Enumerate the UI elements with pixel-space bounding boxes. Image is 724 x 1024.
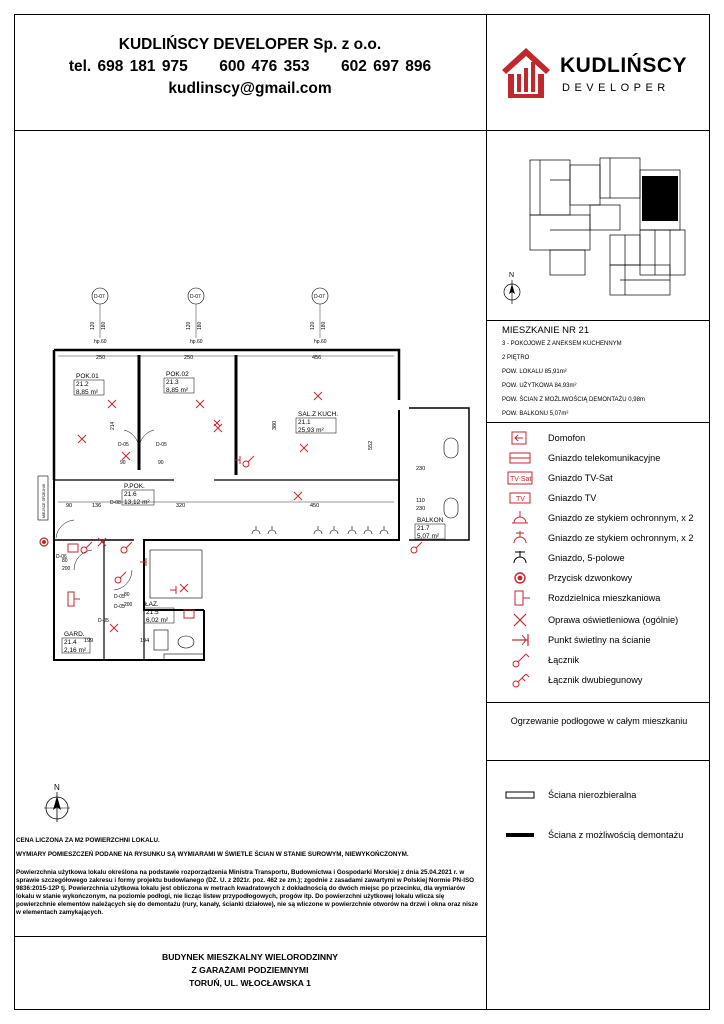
- intercom-icon: [506, 429, 534, 447]
- svg-text:BALKON: BALKON: [417, 517, 444, 524]
- svg-text:80: 80: [62, 558, 68, 564]
- company-name: KUDLIŃSCY DEVELOPER Sp. z o.o.: [118, 36, 382, 53]
- svg-text:hp.60: hp.60: [314, 339, 327, 345]
- svg-text:D-05: D-05: [118, 442, 129, 448]
- legend-label: Oprawa oświetleniowa (ogólnie): [548, 615, 679, 625]
- svg-text:hp.60: hp.60: [190, 339, 203, 345]
- area-note: Powierzchnia użytkowa lokalu określona na podstawie rozporządzenia Ministra Transportu, Budownictwa i Gospodarki Morskiej z dnia 25.04.2021 r. w sprawie szczegółowego zakresu i formy projektu budowlanego (DZ. U. z 2021r. poz. 462 ze zm.); zgodnie z zasadami zawartymi w Polskiej Normie PN-ISO 9836:2015-12P tj. Powierzchnia użytkowa lokalu jest obliczona w metrach kwadratowych z dokładnością do dwóch miejsc po przecinku, dla wymiarów lokalu w stanie wykończonym, na poziomie podłogi, nie licząc listew przypodłogowych, progów itp. Do powierzchni użytkowej lokalu wlicza się powierzchnie elementów należących się do demontażu (rury, kanały, ścianki działowe), nie są wliczone w powierzchnie otworów na drzwi i okna oraz nisze w elementach zamykających.: [16, 869, 479, 917]
- svg-text:MIEJSCE GRZEJNIK: MIEJSCE GRZEJNIK: [42, 483, 46, 518]
- svg-text:6,02 m²: 6,02 m²: [146, 617, 169, 624]
- legend-item-double-socket: [490, 509, 708, 529]
- svg-text:180: 180: [101, 321, 107, 330]
- tv-socket-icon: [506, 489, 534, 507]
- key-plan: [490, 140, 708, 320]
- svg-text:P.POK.: P.POK.: [124, 483, 145, 490]
- legend-label: Punkt świetlny na ścianie: [548, 635, 651, 645]
- legend-item-removable-wall: [490, 826, 708, 846]
- legend-label: Łącznik dwubiegunowy: [548, 675, 643, 685]
- svg-text:90: 90: [120, 460, 126, 466]
- svg-text:320: 320: [176, 503, 186, 509]
- legend-item-ceiling-light: [490, 611, 708, 631]
- two-way-switch-icon: [506, 671, 534, 689]
- svg-text:450: 450: [310, 503, 320, 509]
- svg-text:136: 136: [92, 503, 102, 509]
- svg-text:8,85 m²: 8,85 m²: [76, 389, 99, 396]
- legend-item-fixed-wall: [490, 786, 708, 806]
- svg-text:POK.02: POK.02: [166, 371, 189, 378]
- svg-text:POK.01: POK.01: [76, 373, 99, 380]
- svg-text:230: 230: [416, 506, 426, 512]
- svg-text:120: 120: [310, 321, 316, 330]
- svg-text:380: 380: [272, 420, 278, 430]
- svg-text:21.5: 21.5: [146, 609, 159, 616]
- svg-text:21.6: 21.6: [124, 491, 137, 498]
- legend-item-switch: [490, 651, 708, 671]
- svg-text:250: 250: [184, 355, 194, 361]
- wall-light-icon: [506, 631, 534, 649]
- notes: [16, 837, 484, 923]
- sheet-divider-heating: [486, 702, 710, 703]
- svg-text:230: 230: [416, 466, 426, 472]
- legend-item-tv: [490, 489, 708, 509]
- legend-item-intercom: [490, 429, 708, 449]
- svg-text:D-06: D-06: [56, 554, 67, 560]
- footer-line1: BUDYNEK MIESZKALNY WIELORODZINNY: [161, 952, 339, 962]
- sheet-divider-vertical: [486, 14, 487, 1010]
- apartment-title: MIESZKANIE NR 21: [502, 325, 590, 336]
- double-socket-icon: [506, 509, 534, 527]
- phone-numbers: tel. 698 181 975 600 476 353 602 697 896: [68, 58, 432, 75]
- sheet-divider-footer: [14, 936, 486, 937]
- legend-label: Przycisk dzwonkowy: [548, 573, 633, 583]
- room-pok01: [74, 373, 104, 396]
- apartment-area-balkonu: POW. BALKONU 5,07m²: [502, 410, 569, 417]
- legend-item-distribution: [490, 589, 708, 609]
- north-arrow-icon: [40, 780, 74, 826]
- svg-text:D-05: D-05: [156, 442, 167, 448]
- legend-item-wall-light: [490, 631, 708, 651]
- removable-wall-icon: [504, 826, 536, 844]
- svg-text:GARD.: GARD.: [64, 631, 85, 638]
- svg-text:D-05: D-05: [98, 618, 109, 624]
- apartment-type: 3 - POKOJOWE Z ANEKSEM KUCHENNYM: [502, 340, 622, 347]
- legend-label: Gniazdo ze stykiem ochronnym, x 2: [548, 533, 694, 543]
- room-balcony: [415, 517, 445, 540]
- svg-text:ŁAZ.: ŁAZ.: [145, 601, 159, 608]
- svg-text:200: 200: [62, 566, 71, 572]
- legend-item-two-way-switch: [490, 671, 708, 691]
- svg-text:TV-Sat: TV-Sat: [510, 476, 532, 483]
- email[interactable]: kudlinscy@gmail.com: [168, 80, 332, 97]
- room-hall: [122, 483, 154, 506]
- price-note: CENA LICZONA ZA M2 POWIERZCHNI LOKALU.: [16, 837, 160, 844]
- svg-text:110: 110: [416, 498, 425, 504]
- svg-text:2,16 m²: 2,16 m²: [64, 647, 87, 654]
- legend-item-double-socket-2: [490, 529, 708, 549]
- svg-text:13,12 m²: 13,12 m²: [124, 499, 150, 506]
- svg-text:200: 200: [124, 602, 133, 608]
- five-pole-socket-icon: [506, 549, 534, 567]
- svg-text:120: 120: [186, 321, 192, 330]
- legend-item-telecom: [490, 449, 708, 469]
- svg-text:21.4: 21.4: [64, 639, 77, 646]
- double-socket-icon: [506, 529, 534, 547]
- fixed-wall-icon: [504, 786, 536, 804]
- legend-label: Gniazdo, 5-polowe: [548, 553, 625, 563]
- svg-text:194: 194: [140, 638, 150, 644]
- axis-markers: [90, 288, 328, 345]
- svg-text:214: 214: [110, 421, 116, 430]
- legend-label: Ściana nierozbieralna: [548, 790, 637, 800]
- svg-text:552: 552: [368, 440, 374, 450]
- legend-label: Gniazdo ze stykiem ochronnym, x 2: [548, 513, 694, 523]
- svg-text:21.7: 21.7: [417, 525, 430, 532]
- svg-text:180: 180: [321, 321, 327, 330]
- svg-text:90: 90: [66, 503, 73, 509]
- heating-note: Ogrzewanie podłogowe w całym mieszkaniu: [510, 716, 688, 726]
- svg-text:21.2: 21.2: [76, 381, 89, 388]
- svg-text:250: 250: [96, 355, 106, 361]
- svg-text:SAL.Z KUCH.: SAL.Z KUCH.: [298, 411, 339, 418]
- legend-label: Gniazdo TV: [548, 493, 597, 503]
- legend-label: Domofon: [548, 433, 586, 443]
- legend-item-five-pole: [490, 549, 708, 569]
- doorbell-button-icon: [506, 569, 534, 587]
- svg-text:80: 80: [124, 592, 130, 598]
- keyplan-north-label: N: [509, 272, 515, 279]
- legend-label: Ściana z możliwością demontażu: [548, 830, 684, 840]
- legend-label: Rozdzielnica mieszkaniowa: [548, 593, 661, 603]
- distribution-board-icon: [506, 589, 534, 607]
- apartment-area-scian: POW. ŚCIAN Z MOŻLIWOŚCIĄ DEMONTAŻU 0,98m: [502, 396, 645, 403]
- svg-text:21.3: 21.3: [166, 379, 179, 386]
- svg-text:120: 120: [90, 321, 96, 330]
- svg-text:8,85 m²: 8,85 m²: [166, 387, 189, 394]
- svg-text:21.1: 21.1: [298, 419, 311, 426]
- svg-text:D-07: D-07: [314, 294, 325, 300]
- apartment-area-uzytkowa: POW. UŻYTKOWA 84,93m²: [502, 382, 577, 389]
- svg-text:N: N: [54, 783, 60, 792]
- svg-text:5,07 m²: 5,07 m²: [417, 533, 440, 540]
- dims-note: WYMIARY POMIESZCZEŃ PODANE NA RYSUNKU SĄ WYMIARAMI W ŚWIETLE ŚCIAN W STANIE SUROWYM, NIEWYKOŃCZONYM.: [16, 851, 409, 859]
- footer-line3: TORUŃ, UL. WŁOCŁAWSKA 1: [189, 977, 311, 988]
- legend-label: Gniazdo TV-Sat: [548, 473, 613, 483]
- legend-label: Łącznik: [548, 655, 580, 665]
- svg-text:D-07: D-07: [94, 294, 105, 300]
- svg-text:D-05: D-05: [114, 604, 125, 610]
- room-salon: [296, 411, 338, 434]
- svg-text:D-05: D-05: [114, 594, 125, 600]
- svg-text:199: 199: [84, 638, 94, 644]
- building-footer: [14, 951, 486, 990]
- legend-item-tv-sat: [490, 469, 708, 489]
- sheet-divider-apartment: [486, 320, 710, 321]
- floor-plan: [14, 130, 486, 680]
- svg-text:TV: TV: [516, 496, 525, 503]
- apartment-floor: 2 PIĘTRO: [502, 354, 530, 361]
- tv-sat-socket-icon: [506, 469, 534, 487]
- telecom-socket-icon: [506, 449, 534, 467]
- apartment-info: [502, 326, 645, 425]
- company-header: [14, 36, 486, 98]
- svg-text:25,93 m²: 25,93 m²: [298, 427, 324, 434]
- svg-text:hp.60: hp.60: [94, 339, 107, 345]
- legend-item-doorbell: [490, 569, 708, 589]
- svg-text:90: 90: [158, 460, 164, 466]
- svg-text:456: 456: [312, 355, 322, 361]
- brand-name: KUDLIŃSCY: [560, 54, 688, 77]
- svg-text:180: 180: [197, 321, 203, 330]
- svg-text:D-08: D-08: [110, 500, 121, 506]
- apartment-area-lokalu: POW. LOKALU 85,91m²: [502, 368, 567, 375]
- switch-icon: [506, 651, 534, 669]
- room-bathroom: [144, 601, 174, 624]
- sheet-divider-walls: [486, 760, 710, 761]
- ceiling-light-icon: [506, 611, 534, 629]
- room-pok02: [164, 371, 194, 394]
- svg-text:D-07: D-07: [190, 294, 201, 300]
- legend-label: Gniazdo telekomunikacyjne: [548, 453, 661, 463]
- footer-line2: Z GARAŻAMI PODZIEMNYMI: [191, 964, 309, 975]
- brand-subtitle: DEVELOPER: [562, 82, 670, 94]
